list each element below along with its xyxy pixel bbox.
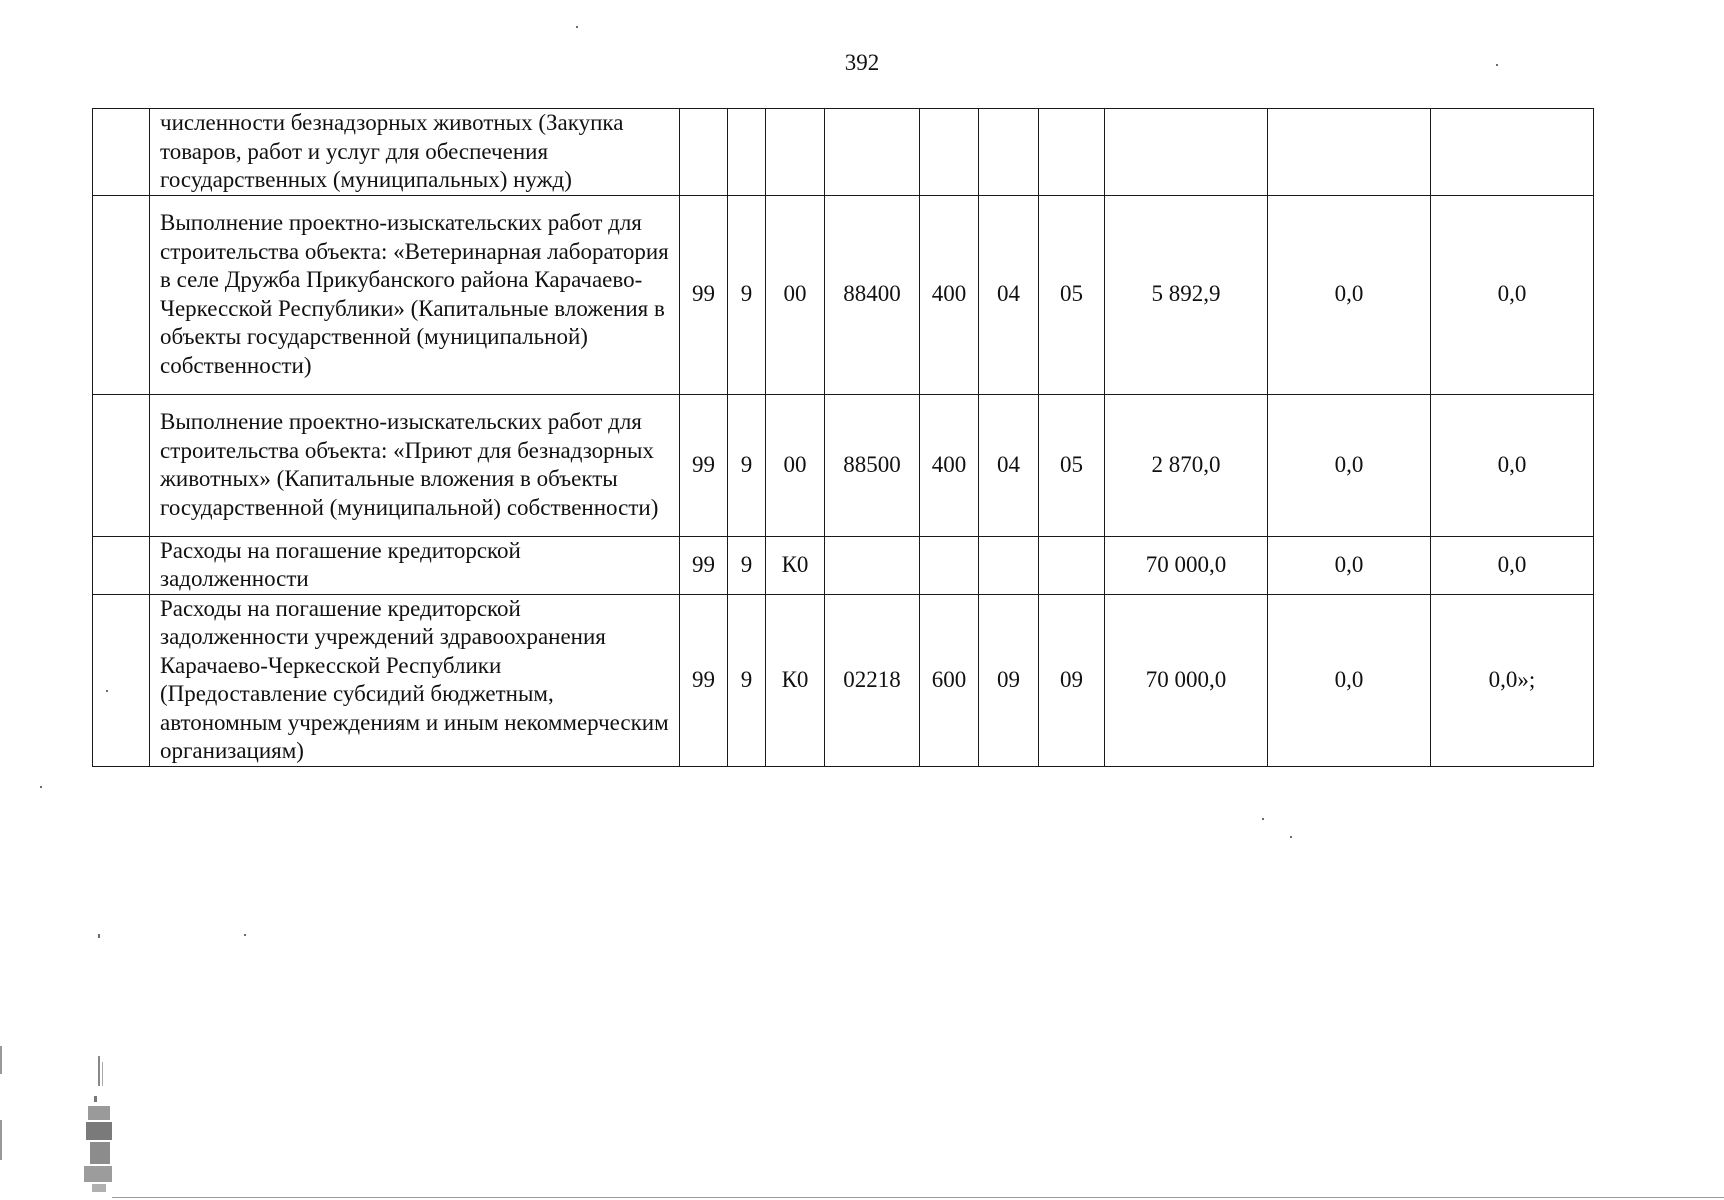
amount-cell-3	[1431, 109, 1594, 196]
scan-edge-line	[0, 1046, 2, 1074]
code-cell-6: 04	[979, 394, 1039, 536]
code-cell-5	[920, 536, 979, 594]
amount-cell-1: 5 892,9	[1105, 195, 1268, 394]
scan-speck	[98, 934, 100, 938]
table-row	[93, 195, 1594, 394]
scan-speck	[1290, 836, 1292, 838]
code-cell-1: 99	[680, 394, 728, 536]
scan-speck	[576, 26, 578, 28]
code-cell-4: 02218	[825, 594, 920, 766]
code-cell-6	[979, 536, 1039, 594]
description-cell: Расходы на погашение кредиторской задолженности учреждений здравоохранения Карачаево-Черкесской Республики (Предоставление субсидий бюджетным, автономным учреждениям и иным некоммерческим организациям)	[150, 594, 680, 766]
code-cell-3: К0	[766, 594, 825, 766]
code-cell-7: 05	[1039, 195, 1105, 394]
code-cell-6: 04	[979, 195, 1039, 394]
table-row	[93, 109, 1594, 196]
code-cell-4: 88400	[825, 195, 920, 394]
amount-cell-3: 0,0»;	[1431, 594, 1594, 766]
amount-cell-3: 0,0	[1431, 394, 1594, 536]
code-cell-1	[680, 109, 728, 196]
scan-speck	[106, 690, 108, 692]
code-cell-3: 00	[766, 394, 825, 536]
description-cell: Выполнение проектно-изыскательских работ для строительства объекта: «Приют для безнадзорных животных» (Капитальные вложения в объекты государственной (муниципальной) собственности)	[150, 394, 680, 536]
code-cell-2: 9	[728, 594, 766, 766]
code-cell-3: 00	[766, 195, 825, 394]
code-cell-1: 99	[680, 195, 728, 394]
scan-bottom-line	[112, 1197, 1724, 1198]
row-number-cell	[93, 594, 150, 766]
amount-cell-1: 70 000,0	[1105, 594, 1268, 766]
code-cell-5: 400	[920, 195, 979, 394]
scan-speck	[1262, 818, 1264, 820]
code-cell-2: 9	[728, 394, 766, 536]
code-cell-4	[825, 109, 920, 196]
code-cell-7	[1039, 109, 1105, 196]
code-cell-7: 05	[1039, 394, 1105, 536]
description-cell: численности безнадзорных животных (Закупка товаров, работ и услуг для обеспечения государственных (муниципальных) нужд)	[150, 109, 680, 196]
amount-cell-3: 0,0	[1431, 195, 1594, 394]
code-cell-4: 88500	[825, 394, 920, 536]
amount-cell-3: 0,0	[1431, 536, 1594, 594]
code-cell-1: 99	[680, 594, 728, 766]
scan-noise-strip	[80, 1056, 120, 1196]
amount-cell-2: 0,0	[1268, 594, 1431, 766]
code-cell-3: К0	[766, 536, 825, 594]
code-cell-1: 99	[680, 536, 728, 594]
scan-speck	[244, 934, 246, 936]
table-row	[93, 594, 1594, 766]
code-cell-5: 600	[920, 594, 979, 766]
code-cell-5	[920, 109, 979, 196]
scan-speck	[1496, 64, 1498, 66]
table-row	[93, 394, 1594, 536]
budget-table	[92, 108, 1594, 767]
code-cell-2: 9	[728, 536, 766, 594]
code-cell-5: 400	[920, 394, 979, 536]
code-cell-2: 9	[728, 195, 766, 394]
scan-speck	[40, 786, 42, 788]
row-number-cell	[93, 536, 150, 594]
code-cell-3	[766, 109, 825, 196]
amount-cell-1: 70 000,0	[1105, 536, 1268, 594]
code-cell-6: 09	[979, 594, 1039, 766]
table-row	[93, 536, 1594, 594]
row-number-cell	[93, 109, 150, 196]
amount-cell-2: 0,0	[1268, 195, 1431, 394]
description-cell: Расходы на погашение кредиторской задолженности	[150, 536, 680, 594]
scan-edge-line	[0, 1120, 2, 1160]
code-cell-2	[728, 109, 766, 196]
code-cell-6	[979, 109, 1039, 196]
amount-cell-1	[1105, 109, 1268, 196]
amount-cell-1: 2 870,0	[1105, 394, 1268, 536]
code-cell-4	[825, 536, 920, 594]
amount-cell-2	[1268, 109, 1431, 196]
amount-cell-2: 0,0	[1268, 394, 1431, 536]
description-cell: Выполнение проектно-изыскательских работ для строительства объекта: «Ветеринарная лаборатория в селе Дружба Прикубанского района Карачаево-Черкесской Республики» (Капитальные вложения в объекты государственной (муниципальной) собственности)	[150, 195, 680, 394]
row-number-cell	[93, 195, 150, 394]
code-cell-7: 09	[1039, 594, 1105, 766]
row-number-cell	[93, 394, 150, 536]
page-number: 392	[844, 50, 880, 75]
amount-cell-2: 0,0	[1268, 536, 1431, 594]
code-cell-7	[1039, 536, 1105, 594]
